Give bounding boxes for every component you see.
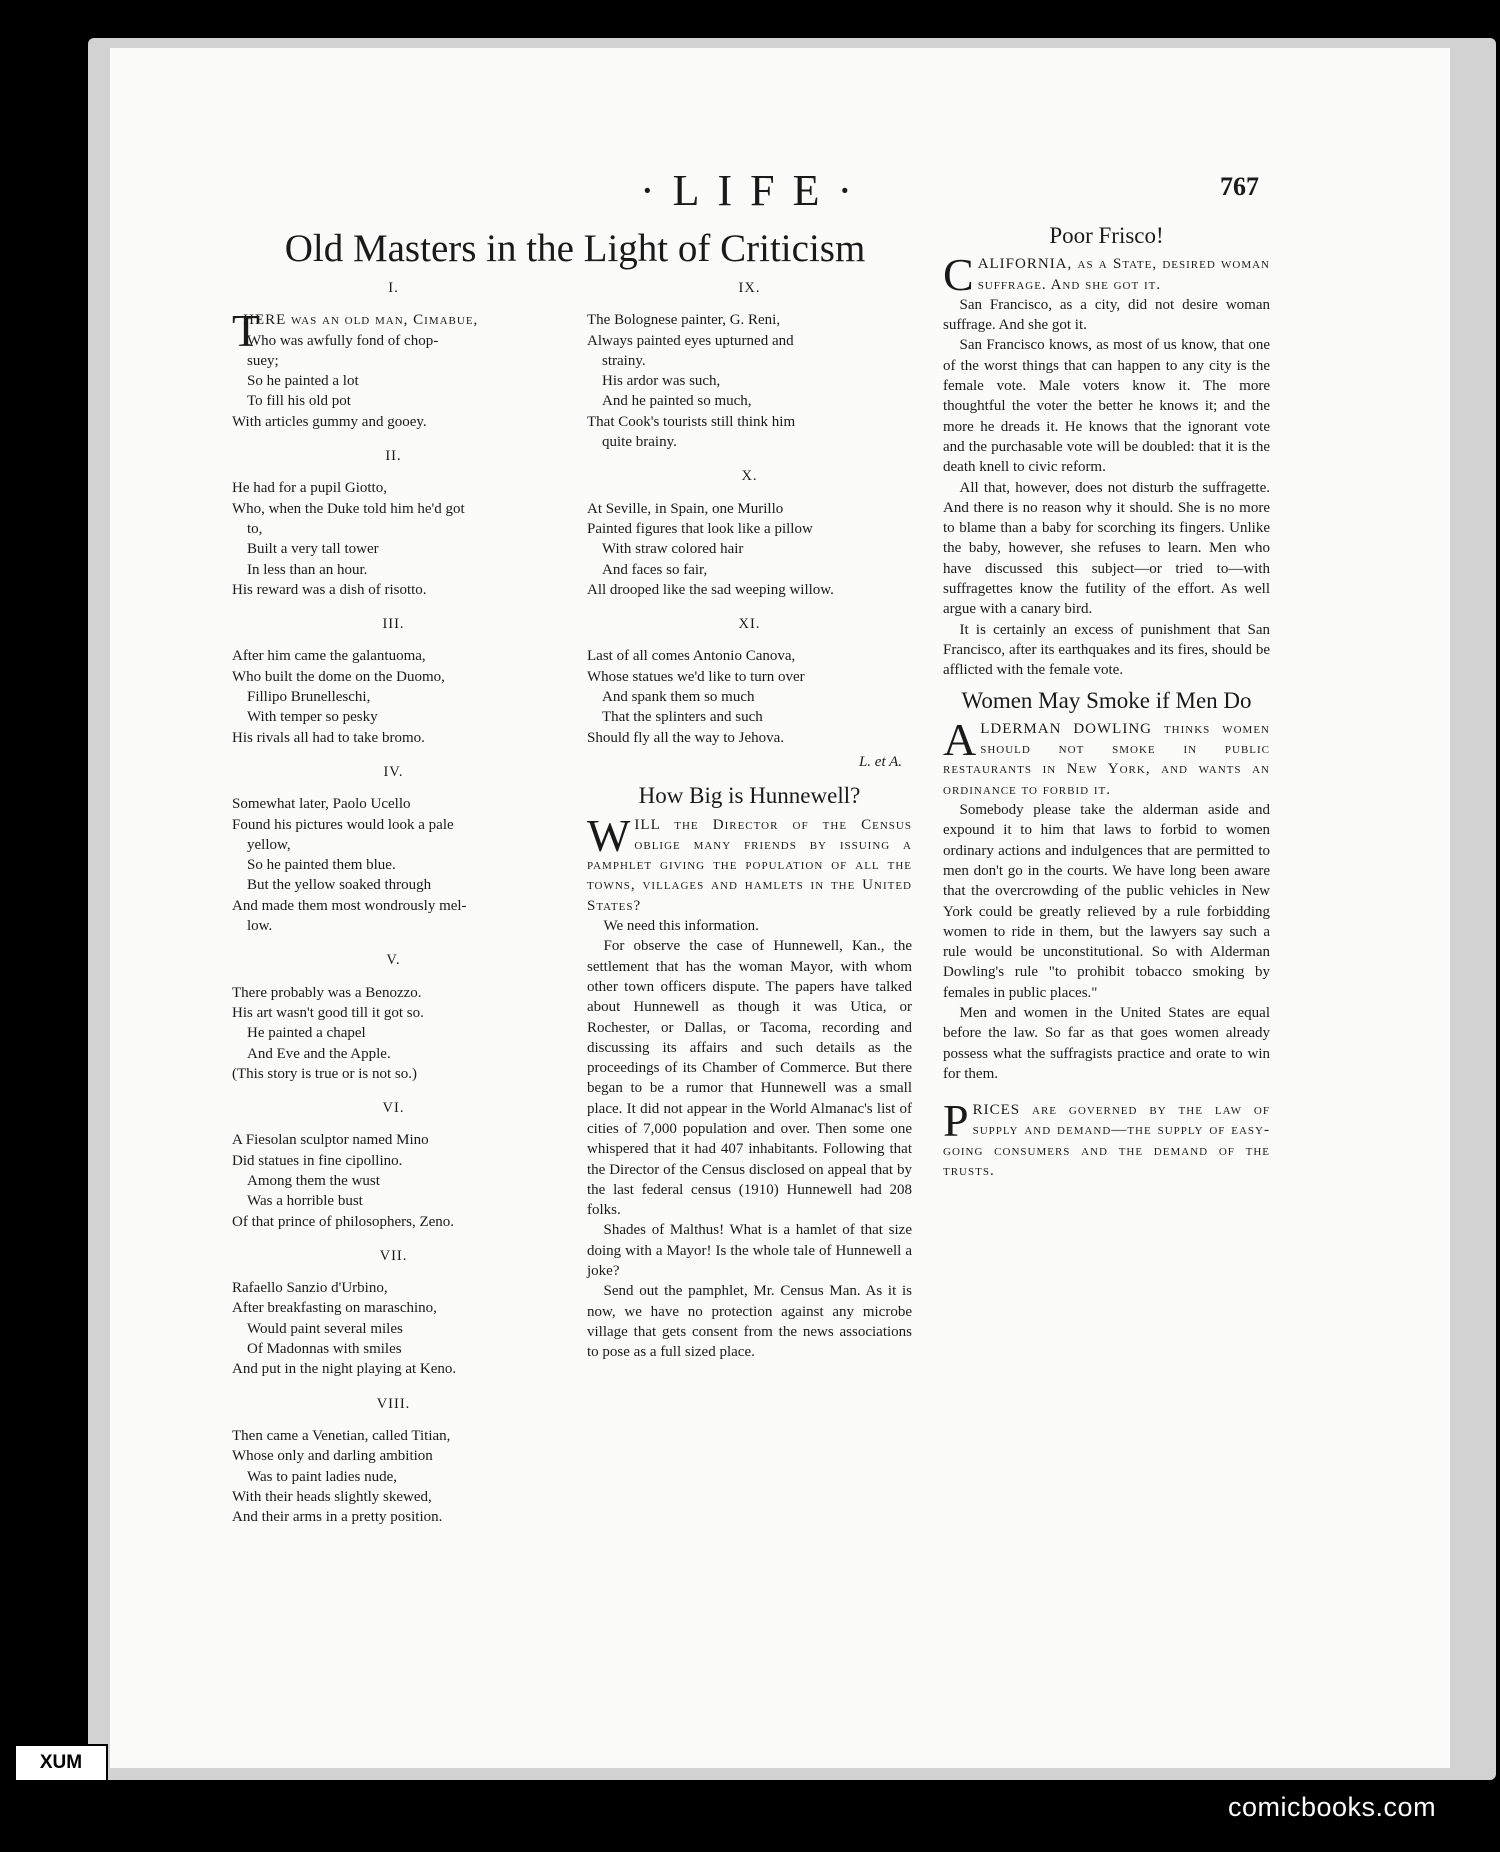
- poem-line: After him came the galantuoma,: [232, 648, 426, 665]
- poem-line: So he painted a lot: [247, 373, 359, 390]
- poem-line: To fill his old pot: [247, 393, 351, 410]
- article-paragraph: All that, however, does not disturb the suffragette. And there is no reason why it should. She is no more to blame than a baby for scorching its fingers. Unlike the baby, however, she refuses to learn. Men who have discussed this subject—or tried to—with suffragettes know the futility of the effort. As well argue with a canary bird.: [943, 479, 1270, 618]
- poem-line: With their heads slightly skewed,: [232, 1488, 432, 1505]
- article-paragraph: San Francisco, as a city, did not desire woman suffrage. And she got it.: [943, 296, 1270, 334]
- poem-stanza: [232, 1098, 555, 1232]
- article-paragraph: San Francisco knows, as most of us know, that one of the worst things that can happen to any city is the female vote. Male voters know it. The more thoughtful the voter the better he knows it; and the more he dreads it. He knows that the ignorant vote and the purchasable vote will be doubled: that it is the death knell to civic reform.: [943, 337, 1270, 476]
- poem-stanza: [232, 278, 555, 432]
- poem-line: to,: [247, 520, 263, 537]
- watermark: comicbooks.com: [1228, 1792, 1437, 1822]
- poem-line: yellow,: [247, 836, 291, 853]
- scan-stamp: XUM: [14, 1744, 108, 1782]
- poem-line: Somewhat later, Paolo Ucello: [232, 796, 411, 813]
- article-paragraph: [943, 713, 1270, 800]
- drop-cap: T: [232, 305, 261, 357]
- article-paragraph: Send out the pamphlet, Mr. Census Man. As it is now, we have no protection against any microbe village that gets consent from the news associations to pose as a full sized place.: [587, 1283, 912, 1361]
- paragraph-text: RICES are governed by the law of supply and demand—the supply of easy-going consumers and the demand of the trusts.: [943, 1102, 1270, 1180]
- poem-line: And faces so fair,: [602, 561, 708, 578]
- poem-stanza: [232, 614, 555, 748]
- article-paragraph: [943, 1095, 1270, 1181]
- article-paragraph: Somebody please take the alderman aside and expound it to him that laws to forbid to women ordinary actions and indulgences that are permitted to men don't go in the courts. We have long been aware that the overcrowding of the public vehicles in New York could be greatly relieved by a rule forbidding women to ride in them, but the lawyers say such a rule would be unconstitutional. So with Alderman Dowling's rule "to prohibit tobacco smoking by females in public places.": [943, 802, 1270, 1001]
- poem-line: low.: [247, 918, 273, 935]
- poem-line: Whose only and darling ambition: [232, 1448, 433, 1465]
- poem-line: And put in the night playing at Keno.: [232, 1361, 457, 1378]
- poem-line: Rafaello Sanzio d'Urbino,: [232, 1280, 388, 1297]
- poem-line: Was to paint ladies nude,: [247, 1468, 398, 1485]
- poem-line: All drooped like the sad weeping willow.: [587, 581, 834, 598]
- poem-line: strainy.: [602, 352, 646, 369]
- hunnewell-title: How Big is Hunnewell?: [638, 783, 861, 809]
- stanza-numeral: V.: [386, 952, 401, 969]
- poem-line: Whose statues we'd like to turn over: [587, 668, 805, 685]
- poem-line: Then came a Venetian, called Titian,: [232, 1427, 451, 1444]
- poem-line: quite brainy.: [602, 434, 677, 451]
- poem-line: Found his pictures would look a pale: [232, 816, 454, 833]
- poem-stanza: [232, 446, 555, 600]
- paragraph-text: ILL the Director of the Census oblige many friends by issuing a pamphlet giving the population of all the towns, villages and hamlets in the United States?: [587, 816, 912, 914]
- drop-cap: P: [943, 1095, 969, 1147]
- smoke-article: [943, 713, 1270, 1084]
- poem-stanza: [587, 614, 912, 748]
- poem-line: Who built the dome on the Duomo,: [232, 668, 445, 685]
- poem-line: There probably was a Benozzo.: [232, 984, 422, 1001]
- poem-line: And their arms in a pretty position.: [232, 1509, 443, 1526]
- poem-line: Always painted eyes upturned and: [587, 332, 794, 349]
- page-number: 767: [1220, 172, 1259, 201]
- poem-stanza: [232, 762, 555, 936]
- stanza-numeral: II.: [385, 448, 402, 465]
- article-paragraph: [587, 809, 912, 916]
- poem-line-text: HERE was an old man, Cimabue,: [243, 312, 479, 329]
- main-title: Old Masters in the Light of Criticism: [284, 227, 866, 270]
- article-paragraph: We need this information.: [603, 918, 759, 935]
- poem-column-2: [587, 278, 912, 1363]
- poem-continuation: [587, 278, 912, 748]
- poem-stanza: [587, 466, 912, 600]
- right-column: [943, 223, 1270, 1181]
- poem-signature: L. et A.: [858, 753, 902, 770]
- poem-line: At Seville, in Spain, one Murillo: [587, 500, 784, 517]
- poem-line: Fillipo Brunelleschi,: [247, 689, 371, 706]
- poem-line: His art wasn't good till it got so.: [232, 1004, 424, 1021]
- stanza-numeral: I.: [388, 280, 399, 296]
- poem-line: That the splinters and such: [602, 709, 763, 726]
- frisco-title: Poor Frisco!: [1049, 223, 1164, 248]
- smoke-title: Women May Smoke if Men Do: [961, 687, 1252, 713]
- article-paragraph: Shades of Malthus! What is a hamlet of that size doing with a Mayor! Is the whole tale of Hunnewell a joke?: [587, 1222, 912, 1280]
- poem-line: And made them most wondrously mel-: [232, 897, 467, 914]
- poem-line: Last of all comes Antonio Canova,: [587, 648, 796, 665]
- poem-line: Built a very tall tower: [247, 541, 379, 558]
- poem-stanza: [587, 278, 912, 452]
- poem-line: With articles gummy and gooey.: [232, 413, 427, 430]
- hunnewell-article: [587, 809, 912, 1363]
- stanza-numeral: X.: [741, 468, 758, 485]
- poem-line: Among them the wust: [247, 1172, 380, 1189]
- poem-stanza: [232, 950, 555, 1084]
- poem-line: (This story is true or is not so.): [232, 1065, 417, 1082]
- stanza-numeral: IX.: [738, 280, 761, 296]
- drop-cap: A: [943, 713, 977, 765]
- paragraph-text: LDERMAN DOWLING thinks women should not smoke in public restaurants in New York, and wants an ordinance to forbid it.: [943, 720, 1270, 798]
- poem-line: But the yellow soaked through: [247, 877, 432, 894]
- stanza-numeral: VI.: [382, 1100, 405, 1117]
- poem-line: He had for a pupil Giotto,: [232, 480, 387, 497]
- frisco-article: [943, 249, 1270, 680]
- poem-line: Would paint several miles: [247, 1320, 403, 1337]
- poem-line: Of that prince of philosophers, Zeno.: [232, 1213, 455, 1230]
- stanza-numeral: VII.: [379, 1247, 408, 1264]
- article-paragraph: It is certainly an excess of punishment that San Francisco, after its earthquakes and its fires, should be afflicted with the female vote.: [943, 621, 1270, 679]
- poem-line: Was a horrible bust: [247, 1193, 363, 1210]
- stanza-numeral: IV.: [383, 763, 404, 780]
- stanza-numeral: VIII.: [376, 1395, 411, 1412]
- poem-column-1: [232, 278, 555, 1541]
- poem-line: After breakfasting on maraschino,: [232, 1300, 437, 1317]
- poem-line: Of Madonnas with smiles: [247, 1341, 402, 1358]
- poem-line: And spank them so much: [602, 689, 755, 706]
- stanza-numeral: III.: [382, 616, 405, 633]
- drop-cap: W: [587, 809, 631, 861]
- poem-line: And Eve and the Apple.: [247, 1045, 391, 1062]
- poem-line: His rivals all had to take bromo.: [232, 729, 425, 746]
- article-paragraph: For observe the case of Hunnewell, Kan., the settlement that has the woman Mayor, with whom other town officers dispute. The papers have talked about Hunnewell as though it was Utica, or Rochester, or Dallas, or Tacoma, recording and discussing its affairs and such details as the proceedings of its Chamber of Commerce. But there began to be a rumor that Hunnewell was a small place. It did not appear in the World Almanac's list of cities of 7,000 population and over. Then some one whispered that it had 407 inhabitants. Following that the Director of the Census disclosed on appeal that by the last federal census (1910) Hunnewell had 208 folks.: [587, 938, 912, 1219]
- article-paragraph: [943, 249, 1270, 301]
- poem-line: Should fly all the way to Jehova.: [587, 729, 785, 746]
- stanza-numeral: XI.: [738, 616, 761, 633]
- poem-line: Painted figures that look like a pillow: [587, 520, 813, 537]
- poem-line: He painted a chapel: [247, 1025, 366, 1042]
- poem-stanza: [232, 1246, 555, 1380]
- poem-line: With temper so pesky: [247, 709, 378, 726]
- drop-cap: C: [943, 249, 974, 301]
- poem-line: With straw colored hair: [602, 541, 744, 558]
- poem-line: Did statues in fine cipollino.: [232, 1152, 403, 1169]
- article-paragraph: Men and women in the United States are equal before the law. So far as that goes women already possess what the suffragists practice and orate to win for them.: [943, 1004, 1270, 1082]
- poem-line: A Fiesolan sculptor named Mino: [232, 1132, 429, 1149]
- poem-line: And he painted so much,: [602, 393, 752, 410]
- poem-line: His ardor was such,: [602, 373, 721, 390]
- poem-line: The Bolognese painter, G. Reni,: [587, 312, 781, 329]
- paragraph-text: ALIFORNIA, as a State, desired woman suffrage. And she got it.: [977, 256, 1270, 293]
- prices-paragraph: [943, 1095, 1270, 1181]
- poem-line: That Cook's tourists still think him: [587, 413, 796, 430]
- poem-line: His reward was a dish of risotto.: [232, 581, 427, 598]
- poem-line: Who, when the Duke told him he'd got: [232, 500, 465, 517]
- poem-stanza: [232, 1394, 555, 1528]
- poem-line: In less than an hour.: [247, 561, 368, 578]
- masthead: ·LIFE·: [640, 166, 871, 215]
- poem-line: Who was awfully fond of chop-: [247, 332, 439, 349]
- poem-line: So he painted them blue.: [247, 857, 396, 874]
- poem-line: suey;: [247, 352, 279, 369]
